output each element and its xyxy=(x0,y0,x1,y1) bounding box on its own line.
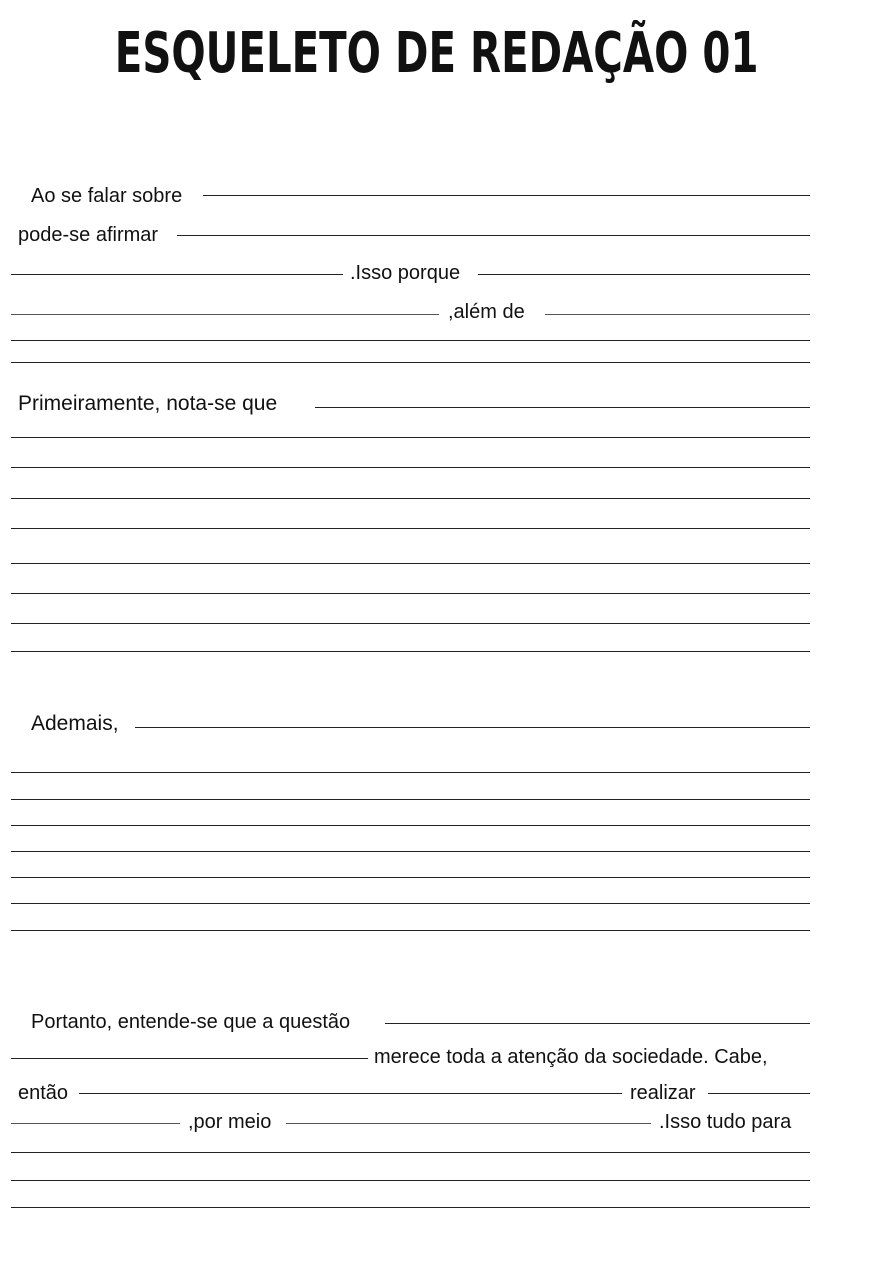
writing-line[interactable] xyxy=(11,437,810,438)
writing-line[interactable] xyxy=(11,467,810,468)
writing-line[interactable] xyxy=(11,1123,180,1124)
writing-line[interactable] xyxy=(11,799,810,800)
writing-line[interactable] xyxy=(11,1207,810,1208)
prompt-portanto: Portanto, entende-se que a questão xyxy=(31,1011,351,1033)
writing-line[interactable] xyxy=(385,1023,810,1024)
prompt-isso-tudo-para: .Isso tudo para xyxy=(659,1111,792,1133)
writing-line[interactable] xyxy=(11,563,810,564)
prompt-ao-se-falar: Ao se falar sobre xyxy=(31,185,183,207)
writing-line[interactable] xyxy=(79,1093,622,1094)
writing-line[interactable] xyxy=(135,727,810,728)
prompt-realizar: realizar xyxy=(630,1082,696,1104)
prompt-entao: então xyxy=(18,1082,69,1104)
writing-line[interactable] xyxy=(478,274,810,275)
writing-line[interactable] xyxy=(11,772,810,773)
prompt-pode-se-afirmar: pode-se afirmar xyxy=(18,224,159,246)
prompt-alem-de: ,além de xyxy=(448,301,525,323)
writing-line[interactable] xyxy=(545,314,810,315)
prompt-merece: merece toda a atenção da sociedade. Cabe, xyxy=(374,1046,768,1068)
prompt-por-meio: ,por meio xyxy=(188,1111,272,1133)
writing-line[interactable] xyxy=(11,593,810,594)
writing-line[interactable] xyxy=(177,235,810,236)
writing-line[interactable] xyxy=(11,825,810,826)
writing-line[interactable] xyxy=(11,623,810,624)
page-title: ESQUELETO DE REDAÇÃO 01 xyxy=(114,21,759,86)
writing-line[interactable] xyxy=(11,340,810,341)
writing-line[interactable] xyxy=(11,877,810,878)
writing-line[interactable] xyxy=(11,651,810,652)
writing-line[interactable] xyxy=(11,1152,810,1153)
writing-line[interactable] xyxy=(11,903,810,904)
prompt-primeiramente: Primeiramente, nota-se que xyxy=(18,392,278,415)
writing-line[interactable] xyxy=(11,851,810,852)
writing-line[interactable] xyxy=(708,1093,810,1094)
writing-line[interactable] xyxy=(11,362,810,363)
writing-line[interactable] xyxy=(11,528,810,529)
writing-line[interactable] xyxy=(11,1058,368,1059)
writing-line[interactable] xyxy=(315,407,810,408)
prompt-isso-porque: .Isso porque xyxy=(350,262,461,284)
writing-line[interactable] xyxy=(11,930,810,931)
writing-line[interactable] xyxy=(203,195,810,196)
writing-line[interactable] xyxy=(11,498,810,499)
prompt-ademais: Ademais, xyxy=(31,712,119,735)
writing-line[interactable] xyxy=(11,274,343,275)
writing-line[interactable] xyxy=(11,1180,810,1181)
writing-line[interactable] xyxy=(286,1123,651,1124)
writing-line[interactable] xyxy=(11,314,439,315)
